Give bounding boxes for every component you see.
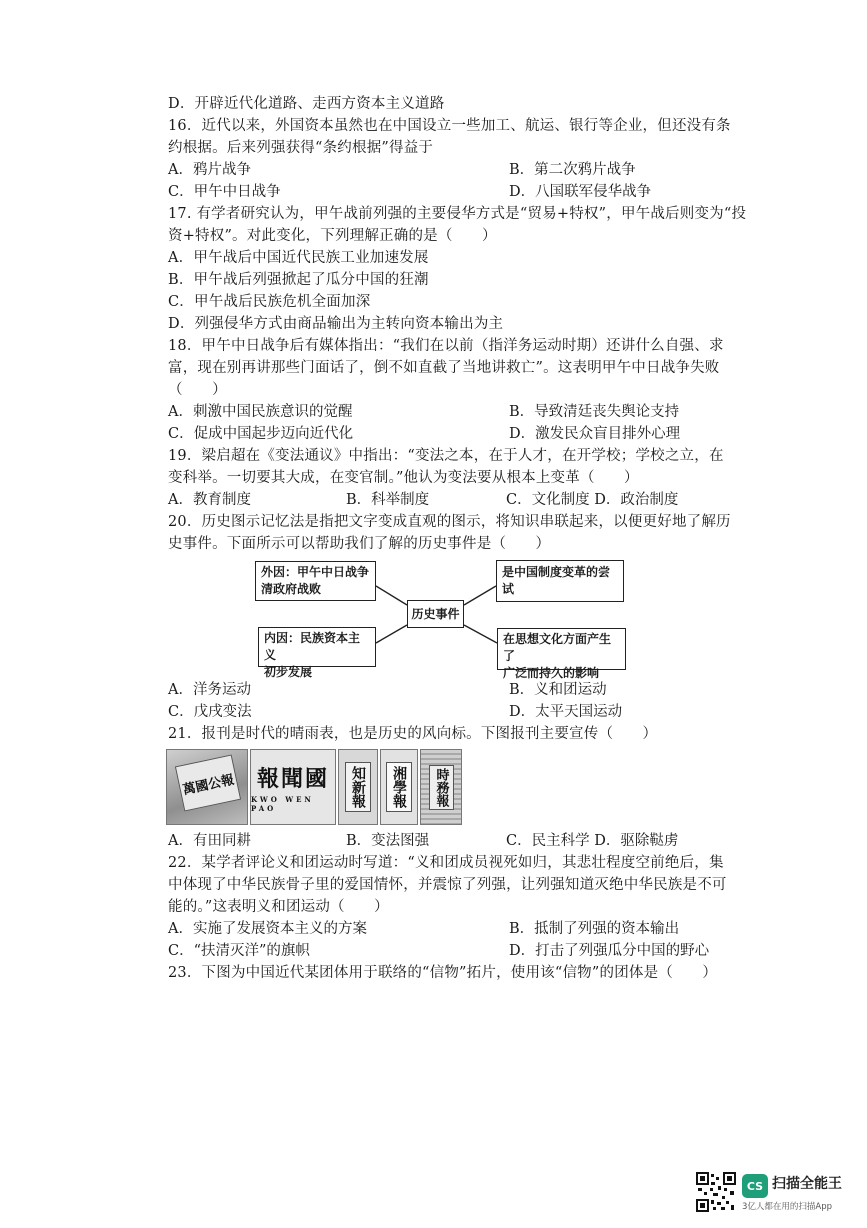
q22-option-d: D．打击了列强瓜分中国的野心 (509, 943, 710, 959)
q19-stem-line2: 变科举。一切要其大成，在变官制。”他认为变法要从根本上变革（ ） (168, 470, 639, 486)
diagram-text: 内因：民族资本主义 (264, 631, 361, 662)
q19-option-cd: C．文化制度 D．政治制度 (506, 492, 679, 508)
q22-option-a: A．实施了发展资本主义的方案 (168, 921, 367, 937)
newspaper-photo (166, 749, 248, 825)
q18-stem-line1: 18．甲午中日战争后有媒体指出：“我们在以前（指洋务运动时期）还讲什么自强、求 (168, 338, 724, 354)
camscanner-logo-icon: CS (742, 1174, 768, 1198)
q18-option-a: A．刺激中国民族意识的觉醒 (168, 404, 353, 420)
qr-code-icon (696, 1172, 736, 1212)
newspaper-masthead: 知新報 (345, 762, 371, 812)
q22-option-c: C．“扶清灭洋”的旗帜 (168, 943, 310, 959)
q20-stem-line2: 史事件。下面所示可以帮助我们了解的历史事件是（ ） (168, 536, 551, 552)
newspaper-photo-strip (166, 749, 462, 825)
q16-stem-line2: 约根据。后来列强获得“条约根据”得益于 (168, 140, 434, 156)
newspaper-photo (380, 749, 418, 825)
q17-stem-line2: 资+特权”。对此变化，下列理解正确的是（ ） (168, 228, 497, 244)
q20-option-d: D．太平天国运动 (509, 704, 623, 720)
diagram-box-culture (497, 628, 626, 680)
diagram-text: 清政府战败 (261, 582, 322, 596)
q18-stem-line2: 富，现在别再讲那些门面话了，倒不如直截了当地讲救亡”。这表明甲午中日战争失败 (168, 360, 720, 376)
q17-stem-line1: 17. 有学者研究认为，甲午战前列强的主要侵华方式是“贸易+特权”，甲午战后则变为“投 (168, 206, 747, 222)
q20-stem-line1: 20．历史图示记忆法是指把文字变成直观的图示，将知识串联起来，以便更好地了解历 (168, 514, 731, 530)
q18-option-c: C．促成中国起步迈向近代化 (168, 426, 354, 442)
newspaper-photo (420, 749, 462, 825)
q18-stem-line3: （ ） (168, 382, 227, 398)
q20-option-c: C．戊戌变法 (168, 704, 252, 720)
newspaper-masthead: 湘學報 (386, 762, 412, 812)
q15-option-d: D．开辟近代化道路、走西方资本主义道路 (168, 96, 445, 112)
q23-stem: 23．下图为中国近代某团体用于联络的“信物”拓片，使用该“信物”的团体是（ ） (168, 965, 718, 981)
q21-option-cd: C．民主科学 D．驱除鞑虏 (506, 833, 679, 849)
q16-option-a: A．鸦片战争 (168, 162, 251, 178)
diagram-text: 外因：甲午中日战争 (261, 565, 370, 579)
q16-option-c: C．甲午中日战争 (168, 184, 281, 200)
newspaper-photo (338, 749, 378, 825)
watermark-subtitle: 3亿人都在用的扫描App (742, 1202, 833, 1212)
q22-stem-line1: 22．某学者评论义和团运动时写道：“义和团成员视死如归，其悲壮程度空前绝后，集 (168, 855, 724, 871)
newspaper-romanized: KWO WEN PAO (251, 794, 314, 813)
diagram-box-external-cause (255, 561, 376, 601)
q18-option-b: B．导致清廷丧失舆论支持 (509, 404, 680, 420)
q21-stem: 21．报刊是时代的晴雨表，也是历史的风向标。下图报刊主要宣传（ ） (168, 726, 658, 742)
newspaper-masthead: 萬國公報 (175, 754, 241, 811)
q17-option-d: D．列强侵华方式由商品输出为主转向资本输出为主 (168, 316, 504, 332)
q16-stem-line1: 16．近代以来，外国资本虽然也在中国设立一些加工、航运、银行等企业，但还没有条 (168, 118, 731, 134)
q22-stem-line2: 中体现了中华民族骨子里的爱国情怀，并震惊了列强，让列强知道灭绝中华民族是不可 (168, 877, 727, 893)
q21-option-a: A．有田同耕 (168, 833, 251, 849)
newspaper-masthead: 報聞國 (256, 765, 329, 792)
q16-option-d: D．八国联军侵华战争 (509, 184, 652, 200)
q22-option-b: B．抵制了列强的资本输出 (509, 921, 680, 937)
q16-option-b: B．第二次鸦片战争 (509, 162, 636, 178)
newspaper-photo (250, 749, 336, 825)
diagram-box-center (407, 600, 464, 628)
q20-option-a: A．洋务运动 (168, 682, 251, 698)
diagram-text: 初步发展 (264, 665, 313, 679)
diagram-box-institution (496, 560, 624, 602)
q21-option-b: B．变法图强 (346, 833, 430, 849)
q19-stem-line1: 19．梁启超在《变法通议》中指出：“变法之本，在于人才，在开学校；学校之立，在 (168, 448, 724, 464)
q17-option-c: C．甲午战后民族危机全面加深 (168, 294, 371, 310)
diagram-text: 是中国制度变革的尝试 (502, 565, 611, 596)
diagram-text: 广泛而持久的影响 (503, 666, 600, 680)
q17-option-b: B．甲午战后列强掀起了瓜分中国的狂潮 (168, 272, 429, 288)
q17-option-a: A．甲午战后中国近代民族工业加速发展 (168, 250, 429, 266)
diagram-box-internal-cause (258, 627, 376, 679)
diagram-center-text: 历史事件 (411, 606, 460, 621)
q22-stem-line3: 能的。”这表明义和团运动（ ） (168, 899, 389, 915)
q19-option-a: A．教育制度 (168, 492, 251, 508)
watermark-title: 扫描全能王 (772, 1176, 842, 1192)
q19-option-b: B．科举制度 (346, 492, 430, 508)
diagram-text: 在思想文化方面产生了 (503, 632, 612, 663)
q20-option-b: B．义和团运动 (509, 682, 607, 698)
newspaper-masthead: 時務報 (429, 765, 454, 810)
q18-option-d: D．激发民众盲目排外心理 (509, 426, 681, 442)
